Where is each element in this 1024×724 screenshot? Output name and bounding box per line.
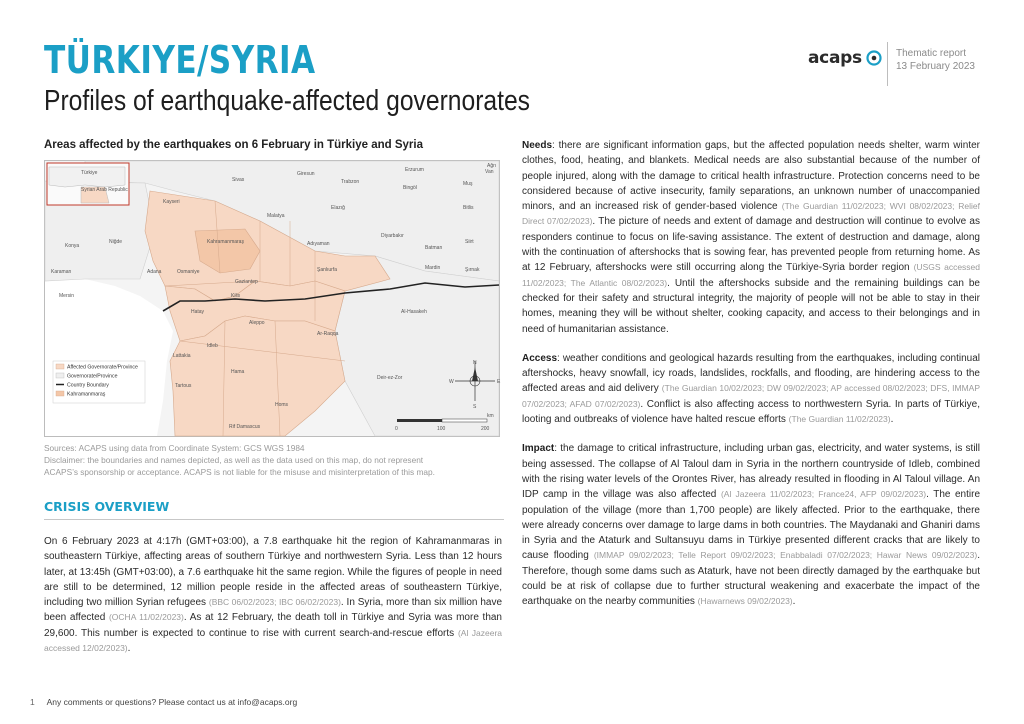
header-divider xyxy=(887,42,888,86)
legend-affected: Affected Governorate/Province xyxy=(67,364,138,371)
map-canvas xyxy=(45,161,499,436)
source-citation: (The Guardian 11/02/2023) xyxy=(788,414,891,425)
map-source-disclaimer xyxy=(44,442,504,478)
source-citation: (USGS accessed 11/02/2023; The Atlantic 08/02/2023) xyxy=(522,262,980,288)
legend-governorate: Governorate/Province xyxy=(67,373,118,380)
map-place-label: Van xyxy=(485,169,494,175)
inset-label-syria: Syrian Arab Republic xyxy=(81,187,128,193)
map-place-label: Ar-Raqqa xyxy=(317,331,339,337)
map-place-label: Giresun xyxy=(297,171,315,177)
map-place-label: Kahramanmaraş xyxy=(207,239,244,245)
source-citation: (The Guardian 11/02/2023; WVI 08/02/2023; Relief Direct 07/02/2023) xyxy=(522,201,980,227)
needs-label: Needs xyxy=(522,140,553,151)
svg-text:S: S xyxy=(473,404,477,410)
access-label: Access xyxy=(522,352,558,364)
source-citation: (Hawarnews 09/02/2023) xyxy=(697,596,793,607)
map-place-label: Bingöl xyxy=(403,185,417,191)
report-type: Thematic report xyxy=(896,48,967,59)
map-place-label: Ağrı xyxy=(487,163,497,169)
map-disclaimer-line: Disclaimer: the boundaries and names depicted, as well as the data used on this map, do not represent xyxy=(44,455,424,465)
svg-text:km: km xyxy=(487,413,494,419)
map-place-label: Kayseri xyxy=(163,199,180,205)
logo-target-icon xyxy=(866,50,882,66)
map-place-label: Adıyaman xyxy=(307,241,330,247)
map-place-label: Deir-ez-Zor xyxy=(377,375,403,381)
crisis-overview-text: On 6 February 2023 at 4:17h (GMT+03:00), a 7.8 earthquake hit the region of Kahramanmaras in southeastern Türkiye, affecting areas of southern Türkiye and northwestern Syria. Less than 12 hours later, at 13:45h (GMT+03:00), a 7.6 earthquake hit the same region. While the figures of people in need are still to be determined, 12 million people reside in the affected areas of southeastern Türkiye, including two million Syrian refugees (BBC 06/02/2023; IBC 06/02/2023). In Syria, more than six million have been affected (OCHA 11/02/2023). As at 12 February, the death toll in Türkiye and Syria was more than 29,600. This number is expected to continue to rise with current search-and-rescue efforts (Al Jazeera accessed 12/02/2023). xyxy=(44,536,503,655)
svg-text:100: 100 xyxy=(437,426,446,432)
map-place-label: Konya xyxy=(65,243,80,249)
impact-label: Impact xyxy=(522,443,555,455)
legend-kahramanmaras: Kahramanmaraş xyxy=(67,391,106,398)
map-place-label: Hatay xyxy=(191,309,205,315)
svg-text:W: W xyxy=(449,379,454,385)
contact-text: Any comments or questions? Please contact us at info@acaps.org xyxy=(46,697,298,707)
logo-text: acaps xyxy=(808,48,862,68)
map-source-line: Sources: ACAPS using data from Coordinate System: GCS WGS 1984 xyxy=(44,443,305,453)
affected-areas-map xyxy=(44,160,500,437)
svg-text:0: 0 xyxy=(395,426,398,432)
source-citation: (Al Jazeera accessed 12/02/2023) xyxy=(44,627,503,654)
map-place-label: Al-Hasakeh xyxy=(401,309,427,315)
map-place-label: Niğde xyxy=(109,239,123,245)
map-place-label: Rif Damascus xyxy=(229,424,261,430)
map-place-label: Homs xyxy=(275,402,289,408)
map-place-label: Hama xyxy=(231,369,245,375)
source-citation: (BBC 06/02/2023; IBC 06/02/2023) xyxy=(208,597,341,608)
report-date: 13 February 2023 xyxy=(896,61,975,72)
section-divider xyxy=(44,519,504,520)
map-place-label: Siirt xyxy=(465,239,474,245)
map-disclaimer-line: ACAPS’s sponsorship or acceptance. ACAPS is not liable for the misuse and misinterpretation of this map. xyxy=(44,467,435,477)
source-citation: (OCHA 11/02/2023) xyxy=(108,612,184,623)
map-place-label: Bitlis xyxy=(463,205,474,211)
map-place-label: Şanlıurfa xyxy=(317,267,338,273)
svg-text:N: N xyxy=(473,360,477,366)
map-place-label: Batman xyxy=(425,245,443,251)
source-citation: (IMMAP 09/02/2023; Telle Report 09/02/2023; Enabbaladi 07/02/2023; Hawar News 09/02/2023) xyxy=(593,550,978,561)
map-place-label: Erzurum xyxy=(405,167,424,173)
page-number: 1 xyxy=(30,697,35,707)
svg-text:200: 200 xyxy=(481,426,490,432)
map-place-label: Kilis xyxy=(231,293,241,299)
source-citation: (Al Jazeera 11/02/2023; France24, AFP 09/02/2023) xyxy=(720,489,927,500)
map-place-label: Osmaniye xyxy=(177,269,200,275)
report-subtitle: Profiles of earthquake-affected governorates xyxy=(44,85,531,117)
map-place-label: Mardin xyxy=(425,265,441,271)
map-place-label: Lattakia xyxy=(173,353,191,359)
source-citation: (The Guardian 10/02/2023; DW 09/02/2023; AP accessed 08/02/2023; DFS, IMMAP 07/02/2023; AFAD 07/02/2023) xyxy=(522,383,981,409)
needs-paragraph: Needs: there are significant information gaps, but the affected population needs shelter, warm winter clothes, food, heating, and blankets. Medical needs are also substantial because of the number of people injured, along with the damage to critical health infrastructure. Protection concerns need to be considered because of active insecurity, family separations, an unknown number of unaccompanied minors, and an increased risk of gender-based violence (The Guardian 11/02/2023; WVI 08/02/2023; Relief Direct 07/02/2023). The picture of needs and extent of damage and destruction will continue to evolve as responders continue to focus on life-saving assistance. The extent of destruction and damage, along with the continuation of aftershocks that is sowing fear, has prevented people from returning home. As at 12 February, aftershocks were still occurring along the Türkiye-Syria border region (USGS accessed 11/02/2023; The Atlantic 08/02/2023). Until the aftershocks subside and the remaining buildings can be checked for their safety and structural integrity, the majority of people will not be able to stay in their homes, meaning they will be without shelter, cooking capacity, and access to their belongings and in need of humanitarian assistance. xyxy=(522,140,980,335)
map-place-label: Tartous xyxy=(175,383,192,389)
map-title: Areas affected by the earthquakes on 6 February in Türkiye and Syria xyxy=(44,139,423,151)
map-place-label: Gaziantep xyxy=(235,279,258,285)
legend-country-boundary: Country Boundary xyxy=(67,382,109,389)
map-place-label: Malatya xyxy=(267,213,285,219)
svg-text:E: E xyxy=(497,379,501,385)
map-place-label: Elazığ xyxy=(331,205,345,211)
crisis-overview-heading: CRISIS OVERVIEW xyxy=(44,499,170,514)
right-column xyxy=(522,138,980,624)
map-legend xyxy=(53,361,145,403)
map-place-label: Muş xyxy=(463,181,473,187)
report-meta xyxy=(896,47,975,73)
map-place-label: Sivas xyxy=(232,177,245,183)
acaps-logo xyxy=(808,48,882,68)
map-place-label: Karaman xyxy=(51,269,72,275)
map-place-label: Adana xyxy=(147,269,162,275)
map-place-label: Trabzon xyxy=(341,179,360,185)
report-title: TÜRKIYE/SYRIA xyxy=(44,38,316,82)
map-place-label: Diyarbakır xyxy=(381,233,404,239)
map-place-label: Şırnak xyxy=(465,267,480,273)
map-place-label: Mersin xyxy=(59,293,75,299)
page-footer xyxy=(30,697,297,707)
impact-paragraph: Impact: the damage to critical infrastructure, including urban gas, electricity, and water systems, is still being assessed. The collapse of Al Taloul dam in Syria in the northern countryside of Idleb, combined with the rising water levels of the Orontes River, has already resulted in flooding in Al Taloul village. An IDP camp in the village was also affected (Al Jazeera 11/02/2023; France24, AFP 09/02/2023). The entire population of the village (more than 1,700 people) are likely affected. Prior to the earthquake, there were already concerns over damage to large dams in both countries. The Maydanaki and Ghaniri dams in Syria and the Ataturk and Sultansuyu dams in Türkiye presented different cracks that are likely to cause flooding (IMMAP 09/02/2023; Telle Report 09/02/2023; Enabbaladi 07/02/2023; Hawar News 09/02/2023). Therefore, though some dams such as Ataturk, have not been directly damaged by the earthquake but could be at risk of collapse due to further structural weakening and exacerbate the impact of the earthquake on the nearby communities (Hawarnews 09/02/2023). xyxy=(522,443,981,608)
map-place-label: Aleppo xyxy=(249,320,265,326)
inset-label-turkiye: Türkiye xyxy=(81,170,98,176)
map-place-label: Idleb xyxy=(207,343,218,349)
access-paragraph: Access: weather conditions and geological hazards resulting from the earthquakes, including continual aftershocks, heavy snowfall, icy roads, landslides, rockfalls, and flooding, are hindering access to the affected areas and aid delivery (The Guardian 10/02/2023; DW 09/02/2023; AP accessed 08/02/2023; DFS, IMMAP 07/02/2023; AFAD 07/02/2023). Conflict is also affecting access to northwestern Syria. In parts of Türkiye, looting and outbreaks of violence have halted rescue efforts (The Guardian 11/02/2023). xyxy=(522,352,981,426)
